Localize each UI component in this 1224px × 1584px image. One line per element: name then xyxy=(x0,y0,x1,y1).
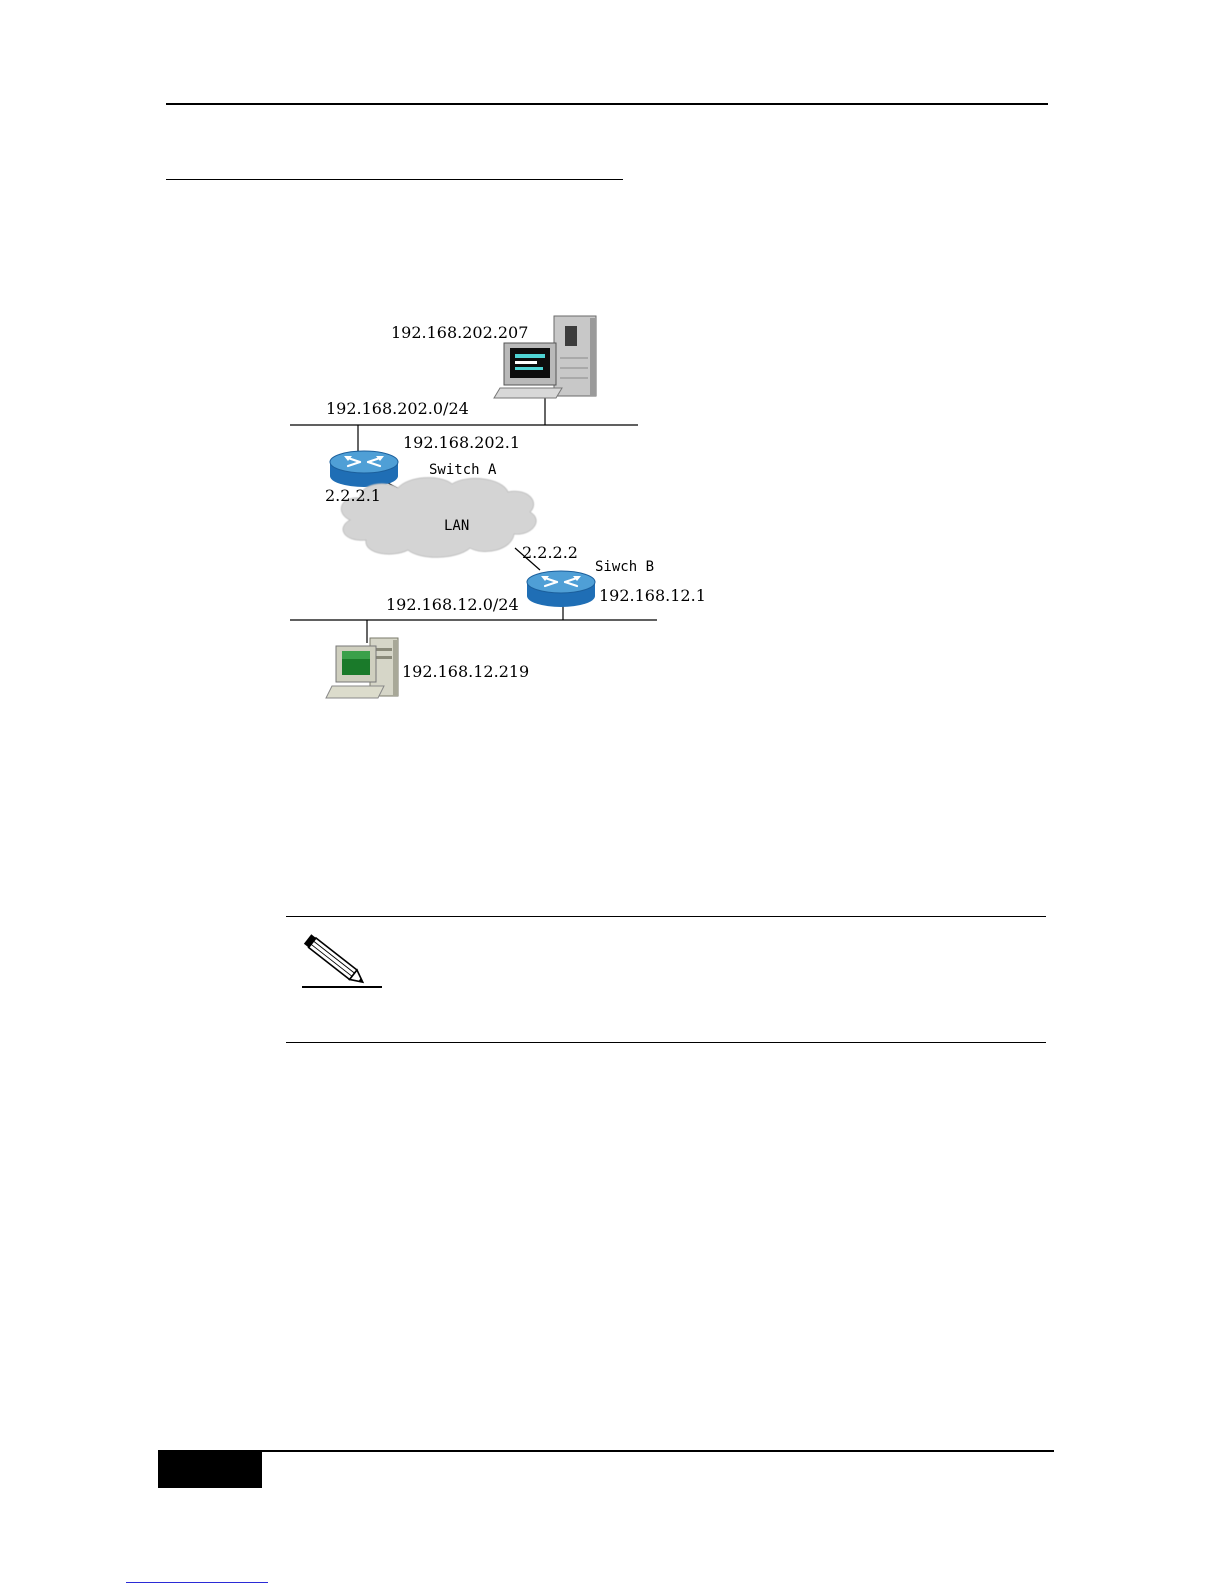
footer-rule xyxy=(158,1450,1054,1452)
switch-a-lan-ip-label: 192.168.202.1 xyxy=(403,433,521,452)
lower-network-label: 192.168.12.0/24 xyxy=(386,595,519,614)
switch-b-label: Siwch B xyxy=(595,559,655,575)
lan-cloud-label: LAN xyxy=(444,518,470,534)
section-underline xyxy=(166,179,623,180)
pc-ip-label: 192.168.12.219 xyxy=(402,662,530,681)
network-topology-diagram xyxy=(280,308,720,718)
switch-a-wan-ip-label: 2.2.2.1 xyxy=(325,486,381,505)
desktop-pc-icon xyxy=(326,638,398,698)
switch-b-lan-ip-label: 192.168.12.1 xyxy=(599,586,706,605)
page-number-box xyxy=(158,1452,262,1488)
switch-b-wan-ip-label: 2.2.2.2 xyxy=(522,543,578,562)
pencil-icon xyxy=(300,934,384,992)
upper-network-label: 192.168.202.0/24 xyxy=(326,399,469,418)
switch-a-label: Switch A xyxy=(429,462,497,478)
note-bottom-rule xyxy=(286,1042,1046,1043)
router-icon xyxy=(527,571,595,607)
router-icon xyxy=(330,451,398,487)
header-rule xyxy=(166,103,1048,105)
note-top-rule xyxy=(286,916,1046,917)
server-ip-label: 192.168.202.207 xyxy=(391,323,529,342)
link-underline xyxy=(126,1582,268,1583)
